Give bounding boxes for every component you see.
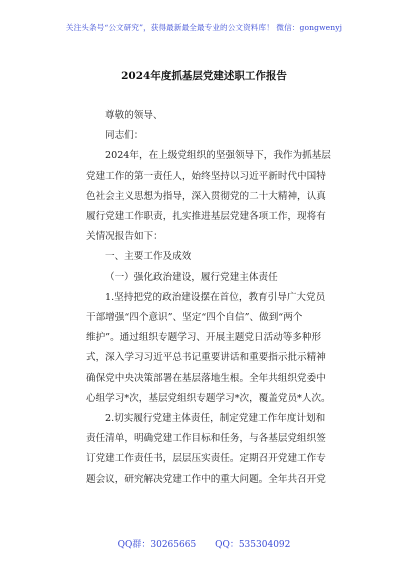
body-line: 尊敬的领导、 (105, 110, 163, 121)
body-line: 同志们： (105, 130, 144, 142)
body-line: 党建工作的第一责任人，始终坚持以习近平新时代中国特 (86, 170, 326, 182)
header-banner: 关注头条号“公文研究”，获得最新最全最专业的公文资料库！ 微信：gongwenyj (65, 23, 343, 32)
body-line: 色社会主义思想为指导，深入贯彻党的二十大精神，认真 (86, 190, 326, 202)
footer-qq-group: QQ群：30265665 (117, 540, 197, 550)
body-line: 一、主要工作及成效 (105, 251, 192, 263)
body-line: 确保党中央决策部署在基层落地生根。全年共组织党委中 (86, 372, 326, 384)
body-line: 干部增强“四个意识”、坚定“四个自信”、做到“两个 (86, 312, 303, 324)
footer-contact (0, 537, 408, 550)
body-line: 履行党建工作职责，扎实推进基层党建各项工作，现将有 (86, 211, 326, 223)
body-line: 1.坚持把党的政治建设摆在首位，教育引导广大党员 (105, 291, 326, 303)
body-line: 心组学习*次，基层党组织专题学习*次，覆盖党员*人次。 (86, 392, 331, 404)
document-body (86, 106, 344, 490)
body-line: 订党建工作责任书，层层压实责任。定期召开党建工作专 (86, 453, 326, 465)
body-line: （一）强化政治建设，履行党建主体责任 (105, 271, 278, 283)
body-line: 关情况报告如下： (86, 231, 163, 243)
document-title: 2024年度抓基层党建述职工作报告 (121, 70, 287, 82)
body-line: 责任清单，明确党建工作目标和任务，与各基层党组织签 (86, 433, 326, 445)
body-line: 2024年，在上级党组织的坚强领导下，我作为抓基层 (105, 150, 331, 162)
body-line: 2.切实履行党建主体责任，制定党建工作年度计划和 (105, 413, 326, 425)
footer-qq-number: QQ：535304092 (215, 540, 291, 550)
body-line: 维护”。通过组织专题学习、开展主题党日活动等多种形 (86, 332, 322, 344)
body-line: 式，深入学习习近平总书记重要讲话和重要指示批示精神 (86, 352, 326, 364)
body-line: 题会议，研究解决党建工作中的重大问题。全年共召开党 (86, 473, 326, 485)
